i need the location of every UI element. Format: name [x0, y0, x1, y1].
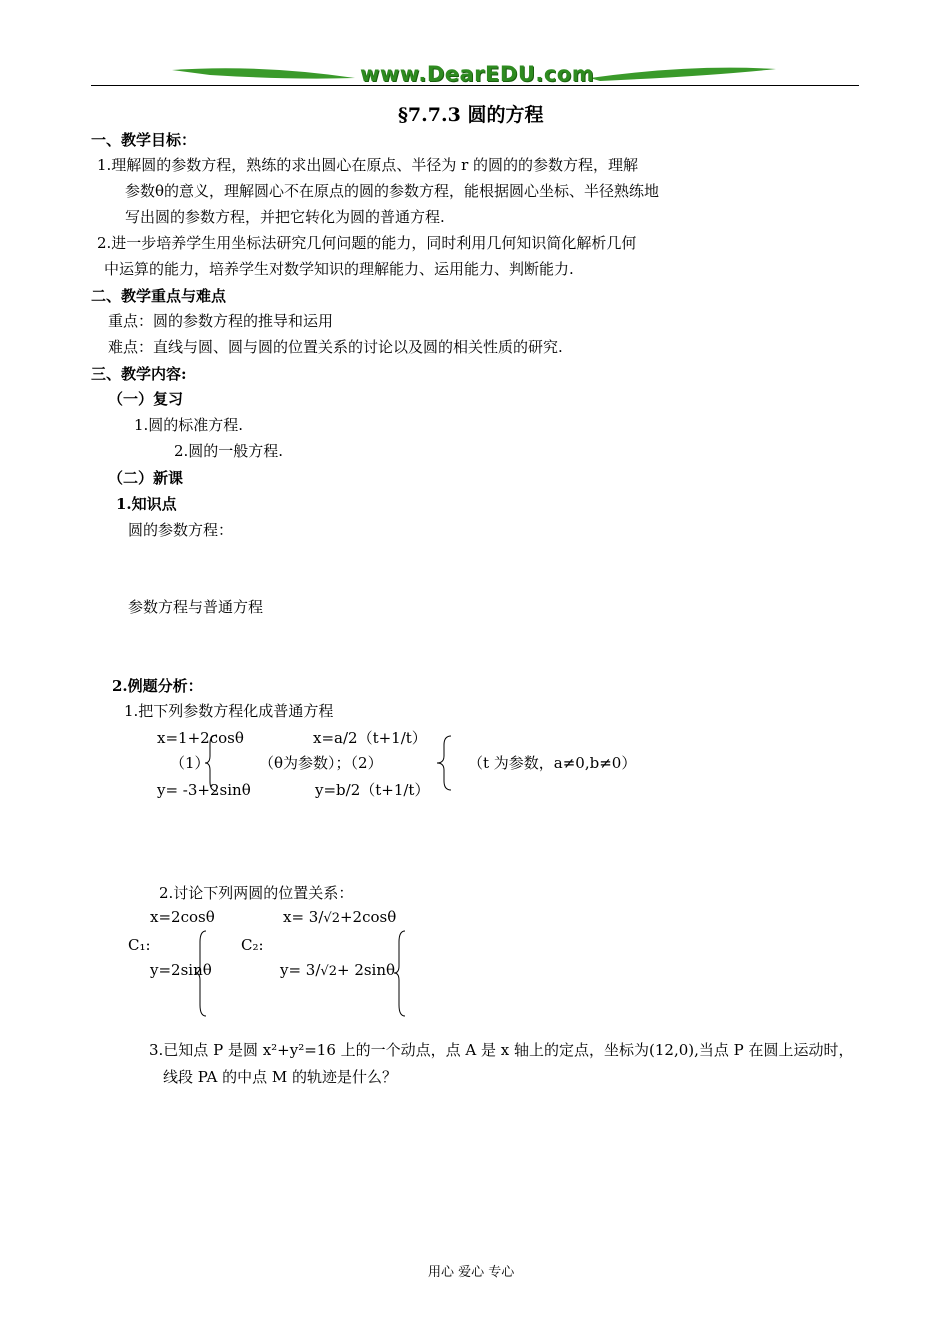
c2-x	[283, 908, 396, 928]
section-2-heading: 二、教学重点与难点	[91, 287, 227, 305]
example-1-eq1-param: （θ为参数）；（2）	[259, 754, 383, 772]
example-3-line-1: 3.已知点 P 是圆 x²+y²=16 上的一个动点，点 A 是 x 轴上的定点，坐标为(12,0),当点 P 在圆上运动时，	[149, 1041, 854, 1059]
c1-brace	[194, 930, 208, 1017]
new-lesson-heading: （二）新课	[108, 469, 184, 487]
c2-y-suffix: + 2sinθ	[336, 961, 396, 979]
difficulty-point: 难点：直线与圆、圆与圆的位置关系的讨论以及圆的相关性质的研究.	[108, 338, 563, 356]
example-1-brace-1	[204, 734, 220, 792]
c2-y-sqrt: √2	[320, 964, 337, 979]
section-3-heading: 三、教学内容:	[91, 365, 187, 383]
example-1-prompt: 1.把下列参数方程化成普通方程	[124, 702, 334, 720]
example-2-prompt: 2.讨论下列两圆的位置关系：	[159, 884, 354, 902]
key-point: 重点：圆的参数方程的推导和运用	[108, 312, 334, 330]
section-1-heading: 一、教学目标：	[91, 131, 197, 149]
c2-label: C₂:	[241, 936, 264, 954]
knowledge-heading: 1.知识点	[116, 495, 177, 513]
example-3-line-2: 线段 PA 的中点 M 的轨迹是什么？	[163, 1068, 397, 1086]
goal-1-line-1: 1.理解圆的参数方程，熟练的求出圆心在原点、半径为 r 的圆的的参数方程，理解	[97, 156, 639, 174]
example-1-eq2-param: （t 为参数，a≠0,b≠0）	[468, 754, 637, 772]
example-1-eq1-x: x=1+2cosθ	[157, 729, 244, 747]
review-item-2: 2.圆的一般方程.	[174, 442, 284, 460]
page-footer: 用心 爱心 专心	[428, 1265, 515, 1280]
examples-heading: 2.例题分析：	[112, 677, 203, 695]
c2-y	[280, 961, 395, 981]
review-heading: （一）复习	[108, 390, 184, 408]
example-1-brace-2	[436, 735, 454, 791]
c1-label: C₁:	[128, 936, 151, 954]
c1-x: x=2cosθ	[150, 908, 215, 926]
c1-y: y=2sinθ	[150, 961, 212, 979]
knowledge-item-2: 参数方程与普通方程	[128, 598, 264, 616]
c2-y-prefix: y= 3/	[280, 961, 321, 979]
review-item-1: 1.圆的标准方程.	[134, 416, 244, 434]
goal-2-line-2: 中运算的能力，培养学生对数学知识的理解能力、运用能力、判断能力.	[104, 260, 574, 278]
goal-1-line-2: 参数θ的意义，理解圆心不在原点的圆的参数方程，能根据圆心坐标、半径熟练地	[125, 182, 660, 200]
page-title: §7.7.3 圆的方程	[398, 104, 544, 126]
goal-1-line-3: 写出圆的参数方程，并把它转化为圆的普通方程.	[125, 208, 445, 226]
example-1-eq2-y: y=b/2（t+1/t）	[315, 781, 430, 799]
logo-text: www.DearEDU.com	[360, 62, 595, 86]
knowledge-item-1: 圆的参数方程：	[128, 521, 234, 539]
c2-brace	[393, 930, 407, 1017]
c2-x-suffix: +2cosθ	[339, 908, 397, 926]
c2-x-prefix: x= 3/	[283, 908, 324, 926]
example-1-eq1-label: （1）	[170, 754, 210, 772]
example-1-eq1-y: y= -3+2sinθ	[157, 781, 251, 799]
c2-x-sqrt: √2	[323, 911, 340, 926]
example-1-eq2-x: x=a/2（t+1/t）	[313, 729, 427, 747]
header-rule	[91, 85, 859, 86]
goal-2-line-1: 2.进一步培养学生用坐标法研究几何问题的能力，同时利用几何知识简化解析几何	[97, 234, 637, 252]
